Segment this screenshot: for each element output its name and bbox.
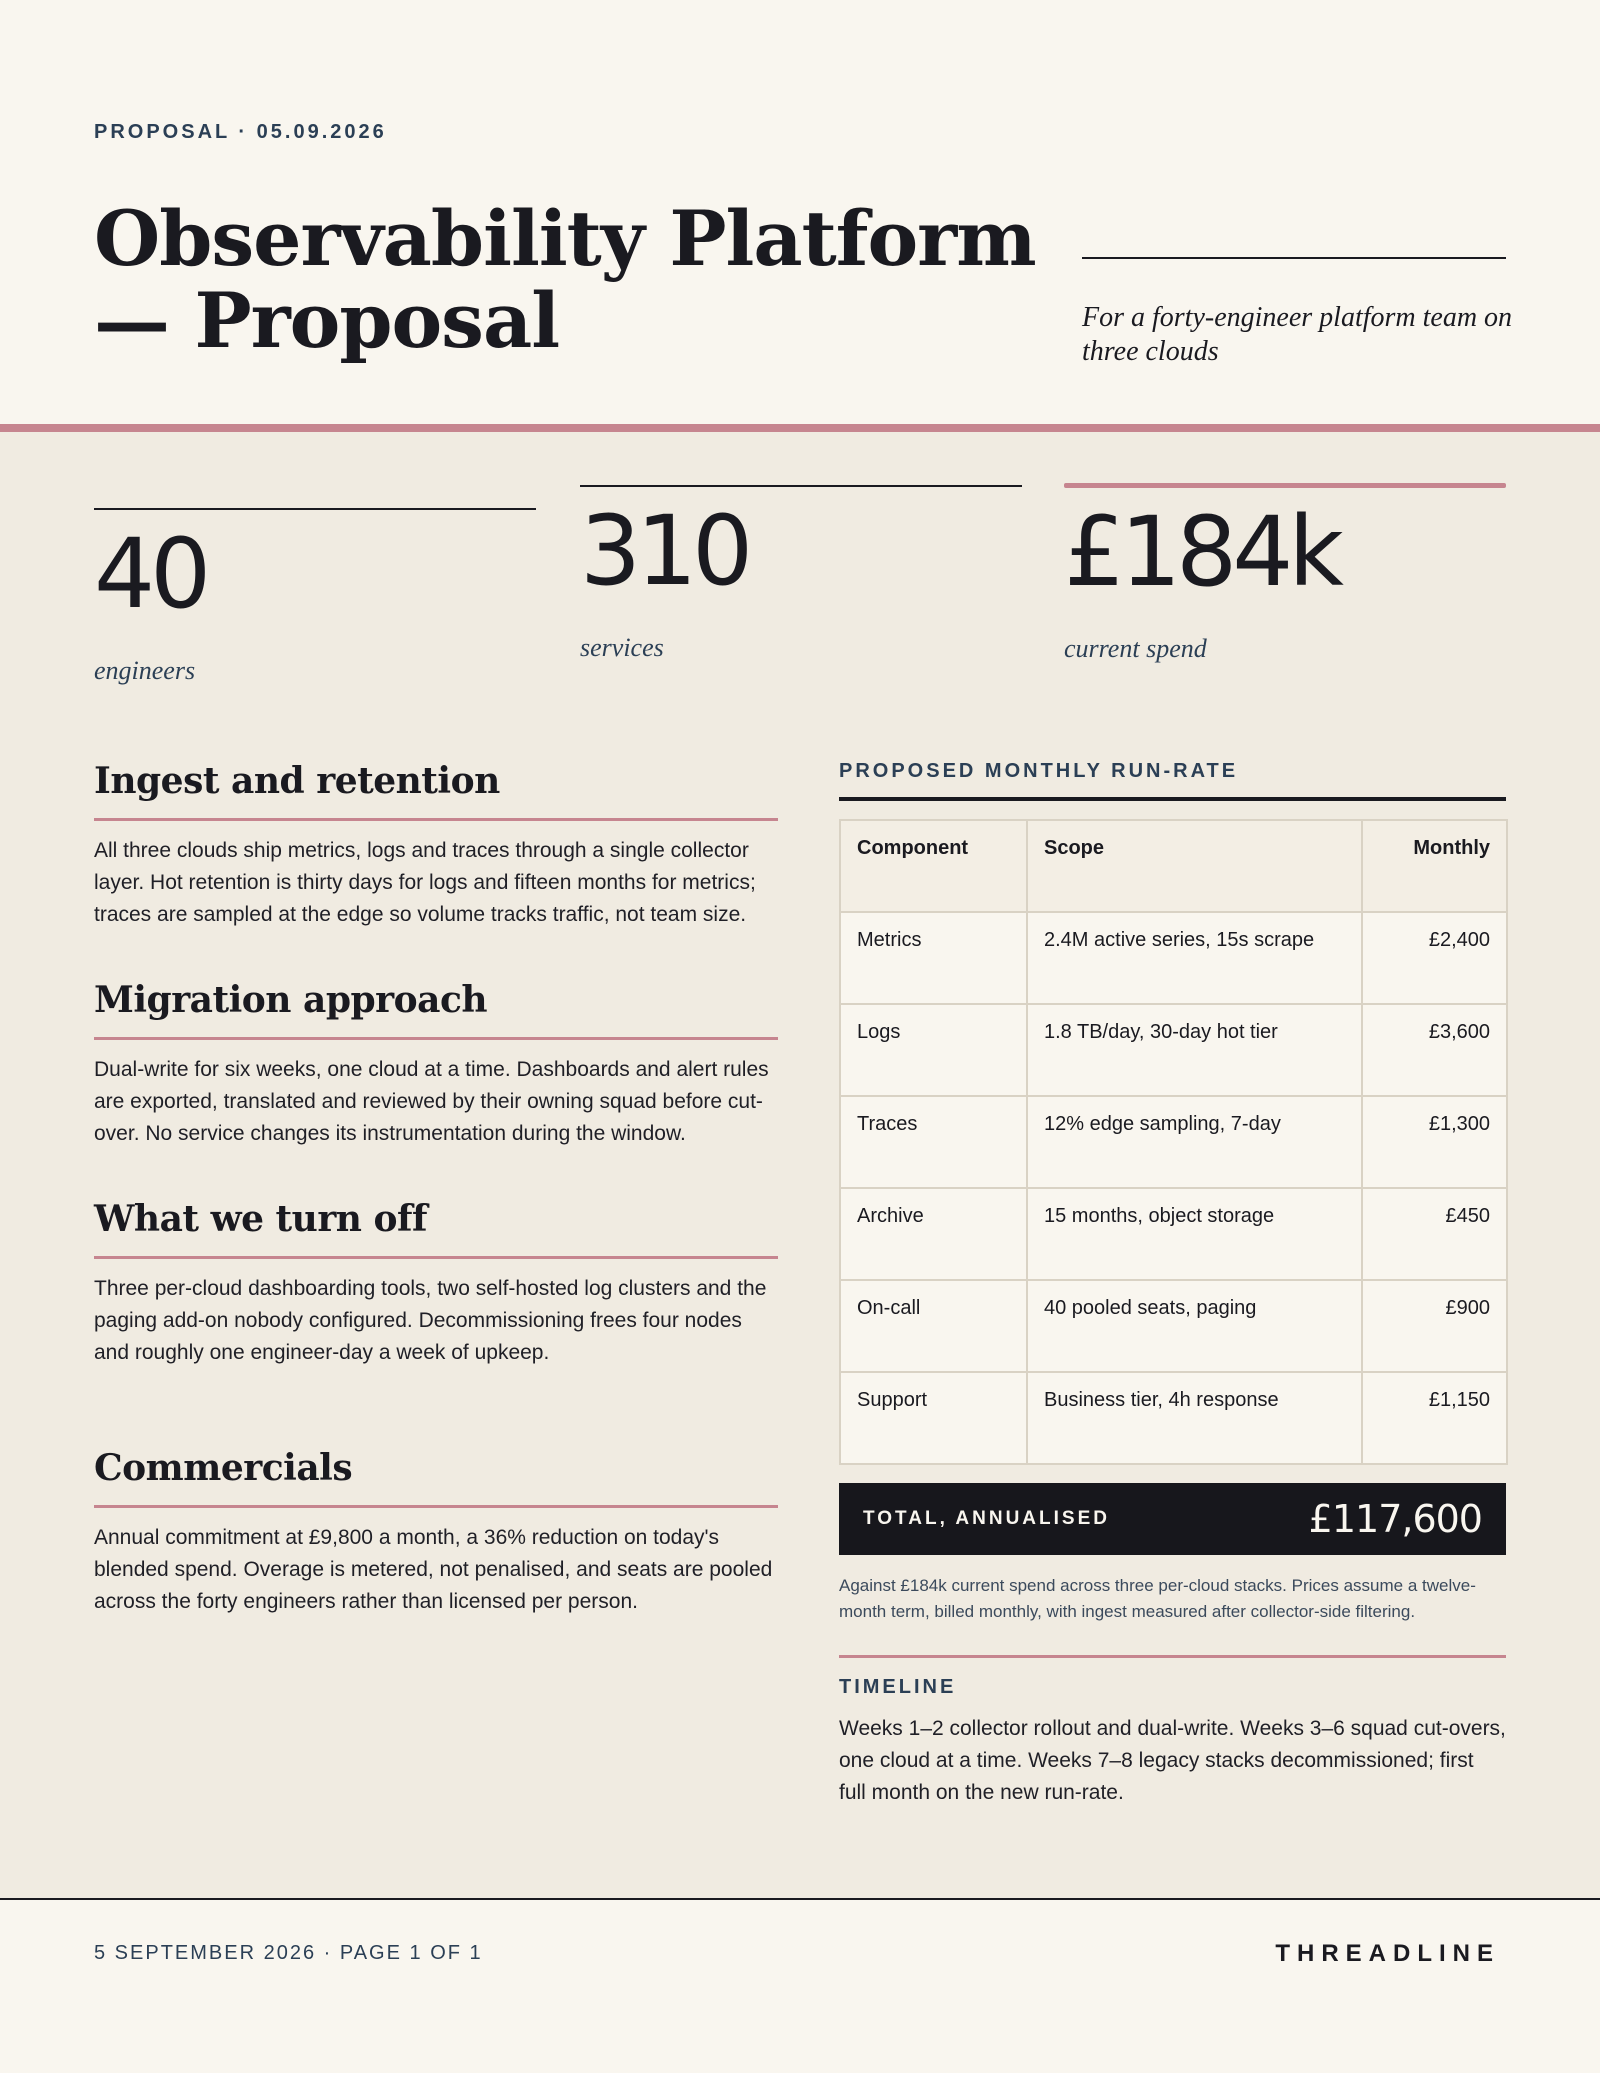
section-heading: What we turn off bbox=[94, 1198, 778, 1259]
cell-component: Metrics bbox=[840, 912, 1027, 1004]
stat-rule bbox=[94, 508, 536, 510]
cell-scope: 15 months, object storage bbox=[1027, 1188, 1362, 1280]
stat-label: engineers bbox=[94, 656, 196, 685]
cell-monthly: £450 bbox=[1362, 1188, 1507, 1280]
pricing-note: Against £184k current spend across three per-cloud stacks. Prices assume a twelve-month term, billed monthly, with ingest measured after collector-side filtering. bbox=[839, 1573, 1506, 1658]
cell-component: Logs bbox=[840, 1004, 1027, 1096]
cell-scope: Business tier, 4h response bbox=[1027, 1372, 1362, 1464]
stat-services bbox=[580, 485, 1022, 663]
page-subtitle: For a forty-engineer platform team on three clouds bbox=[1082, 302, 1513, 367]
footer-date-page: 5 SEPTEMBER 2026 · PAGE 1 OF 1 bbox=[94, 1942, 483, 1964]
section-ingest-retention bbox=[94, 760, 778, 931]
stat-value: £184k bbox=[1064, 496, 1339, 608]
stat-label: services bbox=[580, 633, 664, 662]
section-body: All three clouds ship metrics, logs and traces through a single collector layer. Hot retention is thirty days for logs and fifteen months for metrics; traces are sampled at the edge so volume tracks traffic, not team size. bbox=[94, 839, 756, 926]
section-migration-approach bbox=[94, 979, 778, 1150]
column-header-monthly: Monthly bbox=[1362, 820, 1507, 912]
table-row bbox=[840, 1280, 1507, 1372]
cell-component: On-call bbox=[840, 1280, 1027, 1372]
cell-scope: 12% edge sampling, 7-day bbox=[1027, 1096, 1362, 1188]
section-body: Annual commitment at £9,800 a month, a 36% reduction on today's blended spend. Overage is metered, not penalised, and seats are pooled across the forty engineers rather than licensed per person. bbox=[94, 1526, 773, 1613]
proposal-eyebrow: PROPOSAL · 05.09.2026 bbox=[94, 121, 387, 143]
section-body: Dual-write for six weeks, one cloud at a time. Dashboards and alert rules are exported, translated and reviewed by their owning squad before cut-over. No service changes its instrumentation during the window. bbox=[94, 1058, 769, 1145]
column-header-component: Component bbox=[840, 820, 1027, 912]
total-value: £117,600 bbox=[1308, 1497, 1482, 1541]
stat-value: 310 bbox=[580, 495, 749, 607]
cell-monthly: £2,400 bbox=[1362, 912, 1507, 1004]
cell-scope: 1.8 TB/day, 30-day hot tier bbox=[1027, 1004, 1362, 1096]
stat-rule bbox=[1064, 483, 1506, 488]
section-heading: Migration approach bbox=[94, 979, 778, 1040]
section-heading: Commercials bbox=[94, 1447, 778, 1508]
subtitle-rule bbox=[1082, 257, 1506, 259]
page-footer bbox=[0, 1898, 1600, 2073]
accent-divider bbox=[0, 424, 1600, 432]
cell-component: Support bbox=[840, 1372, 1027, 1464]
page-title: Observability Platform — Proposal bbox=[94, 194, 1036, 365]
stat-value: 40 bbox=[94, 518, 207, 630]
table-header-row bbox=[840, 820, 1507, 912]
section-commercials bbox=[94, 1447, 778, 1618]
table-row bbox=[840, 1188, 1507, 1280]
stat-rule bbox=[580, 485, 1022, 487]
brand-wordmark: THREADLINE bbox=[1275, 1940, 1500, 1967]
cell-monthly: £900 bbox=[1362, 1280, 1507, 1372]
timeline-heading: TIMELINE bbox=[839, 1676, 957, 1698]
table-row bbox=[840, 1096, 1507, 1188]
section-body: Three per-cloud dashboarding tools, two self-hosted log clusters and the paging add-on nobody configured. Decommissioning frees four nodes and roughly one engineer-day a week of upkeep. bbox=[94, 1277, 767, 1364]
table-row bbox=[840, 1372, 1507, 1464]
cell-component: Archive bbox=[840, 1188, 1027, 1280]
timeline-body: Weeks 1–2 collector rollout and dual-write. Weeks 3–6 squad cut-overs, one cloud at a time. Weeks 7–8 legacy stacks decommissioned; first full month on the new run-rate. bbox=[839, 1717, 1506, 1804]
section-what-we-turn-off bbox=[94, 1198, 778, 1369]
stat-current-spend bbox=[1064, 483, 1506, 664]
table-row bbox=[840, 912, 1507, 1004]
runrate-table bbox=[839, 819, 1508, 1465]
runrate-column bbox=[839, 760, 1506, 1809]
stat-label: current spend bbox=[1064, 634, 1207, 663]
total-label: TOTAL, ANNUALISED bbox=[863, 1508, 1110, 1529]
narrative-column bbox=[94, 760, 778, 1666]
cell-monthly: £1,300 bbox=[1362, 1096, 1507, 1188]
column-header-scope: Scope bbox=[1027, 820, 1362, 912]
runrate-title: PROPOSED MONTHLY RUN-RATE bbox=[839, 760, 1506, 801]
cell-monthly: £1,150 bbox=[1362, 1372, 1507, 1464]
total-annualised-bar bbox=[839, 1483, 1506, 1555]
cell-monthly: £3,600 bbox=[1362, 1004, 1507, 1096]
stat-engineers bbox=[94, 508, 536, 686]
table-row bbox=[840, 1004, 1507, 1096]
section-heading: Ingest and retention bbox=[94, 760, 778, 821]
cell-component: Traces bbox=[840, 1096, 1027, 1188]
cell-scope: 40 pooled seats, paging bbox=[1027, 1280, 1362, 1372]
cell-scope: 2.4M active series, 15s scrape bbox=[1027, 912, 1362, 1004]
